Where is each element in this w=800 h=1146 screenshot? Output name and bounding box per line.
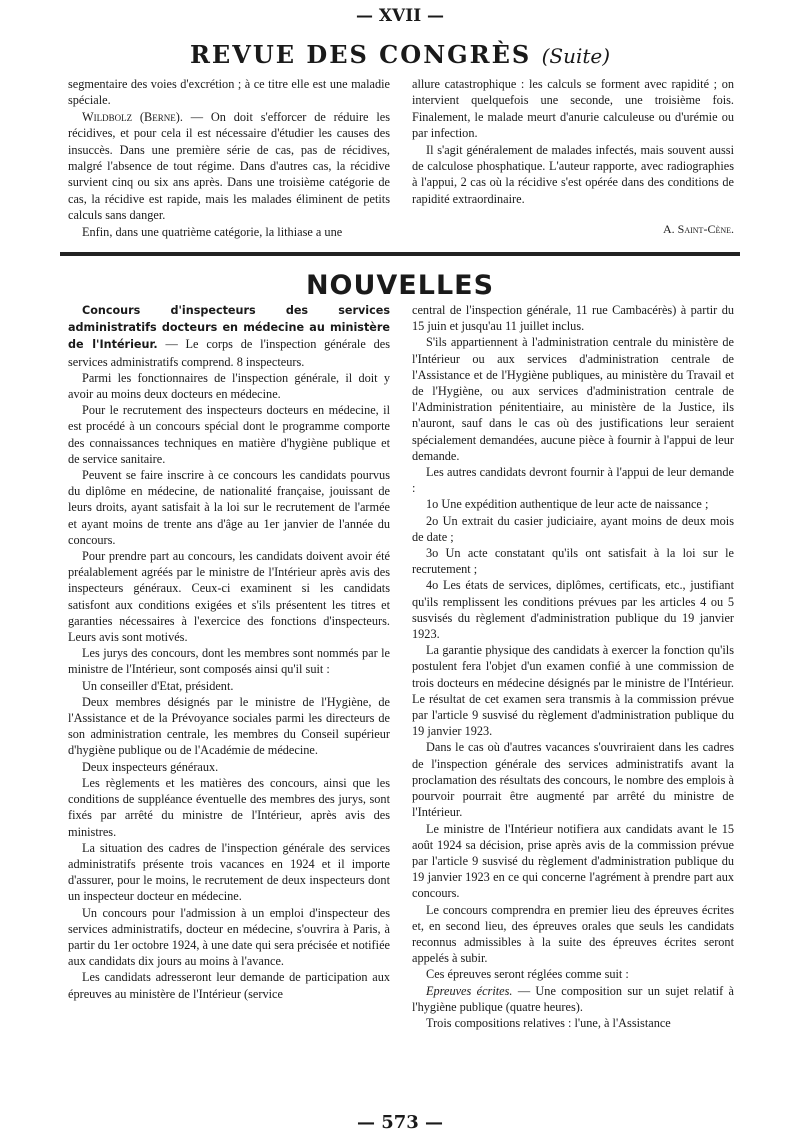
top-right-column	[412, 76, 734, 238]
list-item: 2o Un extrait du casier judiciaire, ayant moins de deux mois de date ;	[412, 513, 734, 544]
paragraph: Les jurys des concours, dont les membres sont nommés par le ministre de l'Intérieur, sont composés ainsi qu'il suit :	[68, 646, 390, 677]
list-item: 4o Les états de services, diplômes, certificats, etc., justifiant qu'ils remplissent les conditions prévues par les articles 4 ou 5 susvisés du règlement d'administration publique du 19 janvier 1923.	[412, 578, 734, 642]
paragraph	[412, 983, 734, 1015]
list-item: 1o Une expédition authentique de leur acte de naissance ;	[426, 497, 709, 512]
paragraph: Parmi les fonctionnaires de l'inspection générale, il doit y avoir au moins deux docteurs en médecine.	[68, 370, 390, 402]
paragraph: Dans le cas où d'autres vacances s'ouvriraient dans les cadres de l'inspection générale des services administratifs avant la proclamation des résultats des concours, le nombre des emplois à pourvoir pourrait être augmenté par arrêté du ministre de l'Intérieur.	[412, 740, 734, 820]
paragraph: La garantie physique des candidats à exercer la fonction qu'ils postulent fera l'objet d'un examen confié à une commission de trois docteurs en médecine désignés par le ministre de l'Intérieur. Le résultat de cet examen sera transmis à la commission prévue par l'article 9 susvisé du règlement d'administration publique du 19 janvier 1923.	[412, 643, 734, 739]
paragraph-text: — Le corps de l'inspection générale des services administratifs comprend. 8 inspecteurs.	[68, 337, 390, 369]
paragraph: Trois compositions relatives : l'une, à l'Assistance	[426, 1015, 671, 1030]
news-heading: Concours d'inspecteurs des services administratifs docteurs en médecine au ministère de l'Intérieur.	[68, 304, 390, 352]
page-roman-numeral: — XVII —	[355, 6, 445, 26]
paragraph: Un concours pour l'admission à un emploi d'inspecteur des services administratifs, docteur en médecine, s'ouvrira à Paris, à partir du 1er octobre 1924, à une date qui sera précisée et notifiée aux candidats dix jours au moins à l'avance.	[68, 905, 390, 969]
paragraph: Il s'agit généralement de malades infectés, mais souvent aussi de calculose phosphatique. L'auteur rapporte, avec radiographies à l'appui, 2 cas où la récidive s'est opérée dans des conditions de rapidité extraordinaire.	[412, 142, 734, 206]
paragraph	[68, 109, 390, 224]
news-title: NOUVELLES	[305, 270, 495, 301]
header-title: REVUE DES CONGRÈS	[189, 40, 532, 69]
signature: A. Saint-Cène.	[663, 222, 734, 237]
paragraph: Le ministre de l'Intérieur notifiera aux candidats avant le 15 août 1924 sa décision, prise après avis de la commission prévue par l'article 9 susvisé du règlement d'administration publique du 19 janvier 1923 en ce qui concerne l'agrément à prendre part aux concours.	[412, 821, 734, 901]
paragraph: central de l'inspection générale, 11 rue Cambacérès) à partir du 15 juin et jusqu'au 11 juillet inclus.	[412, 303, 734, 334]
news-left-column	[68, 302, 390, 1002]
section-divider	[60, 252, 740, 256]
paragraph: segmentaire des voies d'excrétion ; à ce titre elle est une maladie spéciale.	[68, 77, 390, 108]
top-left-column	[68, 76, 390, 240]
paragraph: Pour le recrutement des inspecteurs docteurs en médecine, il est procédé à un concours spécial dont le programme comporte des connaissances techniques en matière d'hygiène publique et de service sanitaire.	[68, 403, 390, 466]
author-name: Wildbolz (Berne).	[82, 109, 183, 124]
paragraph-text: — Une composition sur un sujet relatif à l'hygiène publique (quatre heures).	[412, 983, 735, 1014]
paragraph: Enfin, dans une quatrième catégorie, la lithiase a une	[82, 224, 343, 239]
paragraph: Les candidats adresseront leur demande de participation aux épreuves au ministère de l'Intérieur (service	[68, 970, 390, 1001]
paragraph-text: — On doit s'efforcer de réduire les récidives, et pour cela il est nécessaire d'étudier les causes des insuccès. Dans une première série de cas, pas de récidives, malgré l'absence de tout régime. Dans d'autres cas, la récidive survient cinq ou six ans après. Dans une troisième catégorie de cas, la récidive est rapide, mais les malades éliminent de petits calculs sans danger.	[68, 109, 390, 223]
news-right-column	[412, 302, 734, 1031]
paragraph: Ces épreuves seront réglées comme suit :	[426, 967, 629, 982]
paragraph	[68, 302, 390, 370]
paragraph: Deux inspecteurs généraux.	[82, 759, 219, 774]
paragraph: Peuvent se faire inscrire à ce concours les candidats pourvus du diplôme en médecine, de nationalité française, jouissant de leurs droits, ayant satisfait à la loi sur le recrutement de l'armée et ayant moins de trente ans d'âge au 1er janvier de l'année du concours.	[68, 468, 390, 547]
paragraph: Deux membres désignés par le ministre de l'Hygiène, de l'Assistance et de la Prévoyance sociales parmi les directeurs de son administration centrale, les membres du Conseil supérieur d'hygiène publique ou de l'Académie de médecine.	[68, 694, 390, 758]
paragraph: Pour prendre part au concours, les candidats doivent avoir été préalablement agréés par le ministre de l'Intérieur après avis des inspecteurs généraux. Ceux-ci examinent si les candidats satisfont aux conditions exigées et s'ils présentent les titres et garanties nécessaires à l'exercice des fonctions d'inspecteurs. Leurs avis sont motivés.	[68, 549, 390, 645]
paragraph: Un conseiller d'Etat, président.	[82, 678, 234, 693]
paragraph: Le concours comprendra en premier lieu des épreuves écrites et, en second lieu, des épreuves orales que seuls les candidats reconnus admissibles à la suite des épreuves écrites seront appelés à subir.	[412, 902, 734, 966]
paragraph: La situation des cadres de l'inspection générale des services administratifs présente trois vacances en 1924 et il importe d'assurer, pour le moins, le recrutement de deux inspecteurs dont un inspecteur docteur en médecine.	[68, 840, 390, 904]
paragraph: S'ils appartiennent à l'administration centrale du ministère de l'Intérieur ou aux services d'administration centrale de l'Assistance et de l'Hygiène publiques, au ministère du Travail et de l'Hygiène, ou aux services d'administration centrale de l'Administration pénitentiaire, au ministère de la Justice, ils n'auront, sauf dans le cas où des justifications leur seraient spécialement demandées, aucune pièce à fournir à l'appui de leur demande.	[412, 335, 734, 463]
epreuves-label: Epreuves écrites.	[426, 983, 513, 998]
page-number: — 573 —	[356, 1112, 444, 1133]
paragraph: Les autres candidats devront fournir à l'appui de leur demande :	[412, 465, 734, 496]
header-suite: (Suite)	[541, 44, 611, 68]
list-item: 3o Un acte constatant qu'ils ont satisfait à la loi sur le recrutement ;	[412, 546, 734, 577]
paragraph: allure catastrophique : les calculs se forment avec rapidité ; on intervient quelquefois une seconde, une troisième fois. Finalement, le malade meurt d'anurie calculeuse ou d'urémie ou par infection.	[412, 77, 734, 141]
section-header	[0, 40, 800, 69]
paragraph: Les règlements et les matières des concours, ainsi que les conditions de suppléance éventuelle des membres des jurys, sont fixés par arrêté du ministre de l'Intérieur, après avis des ministres.	[68, 775, 390, 839]
